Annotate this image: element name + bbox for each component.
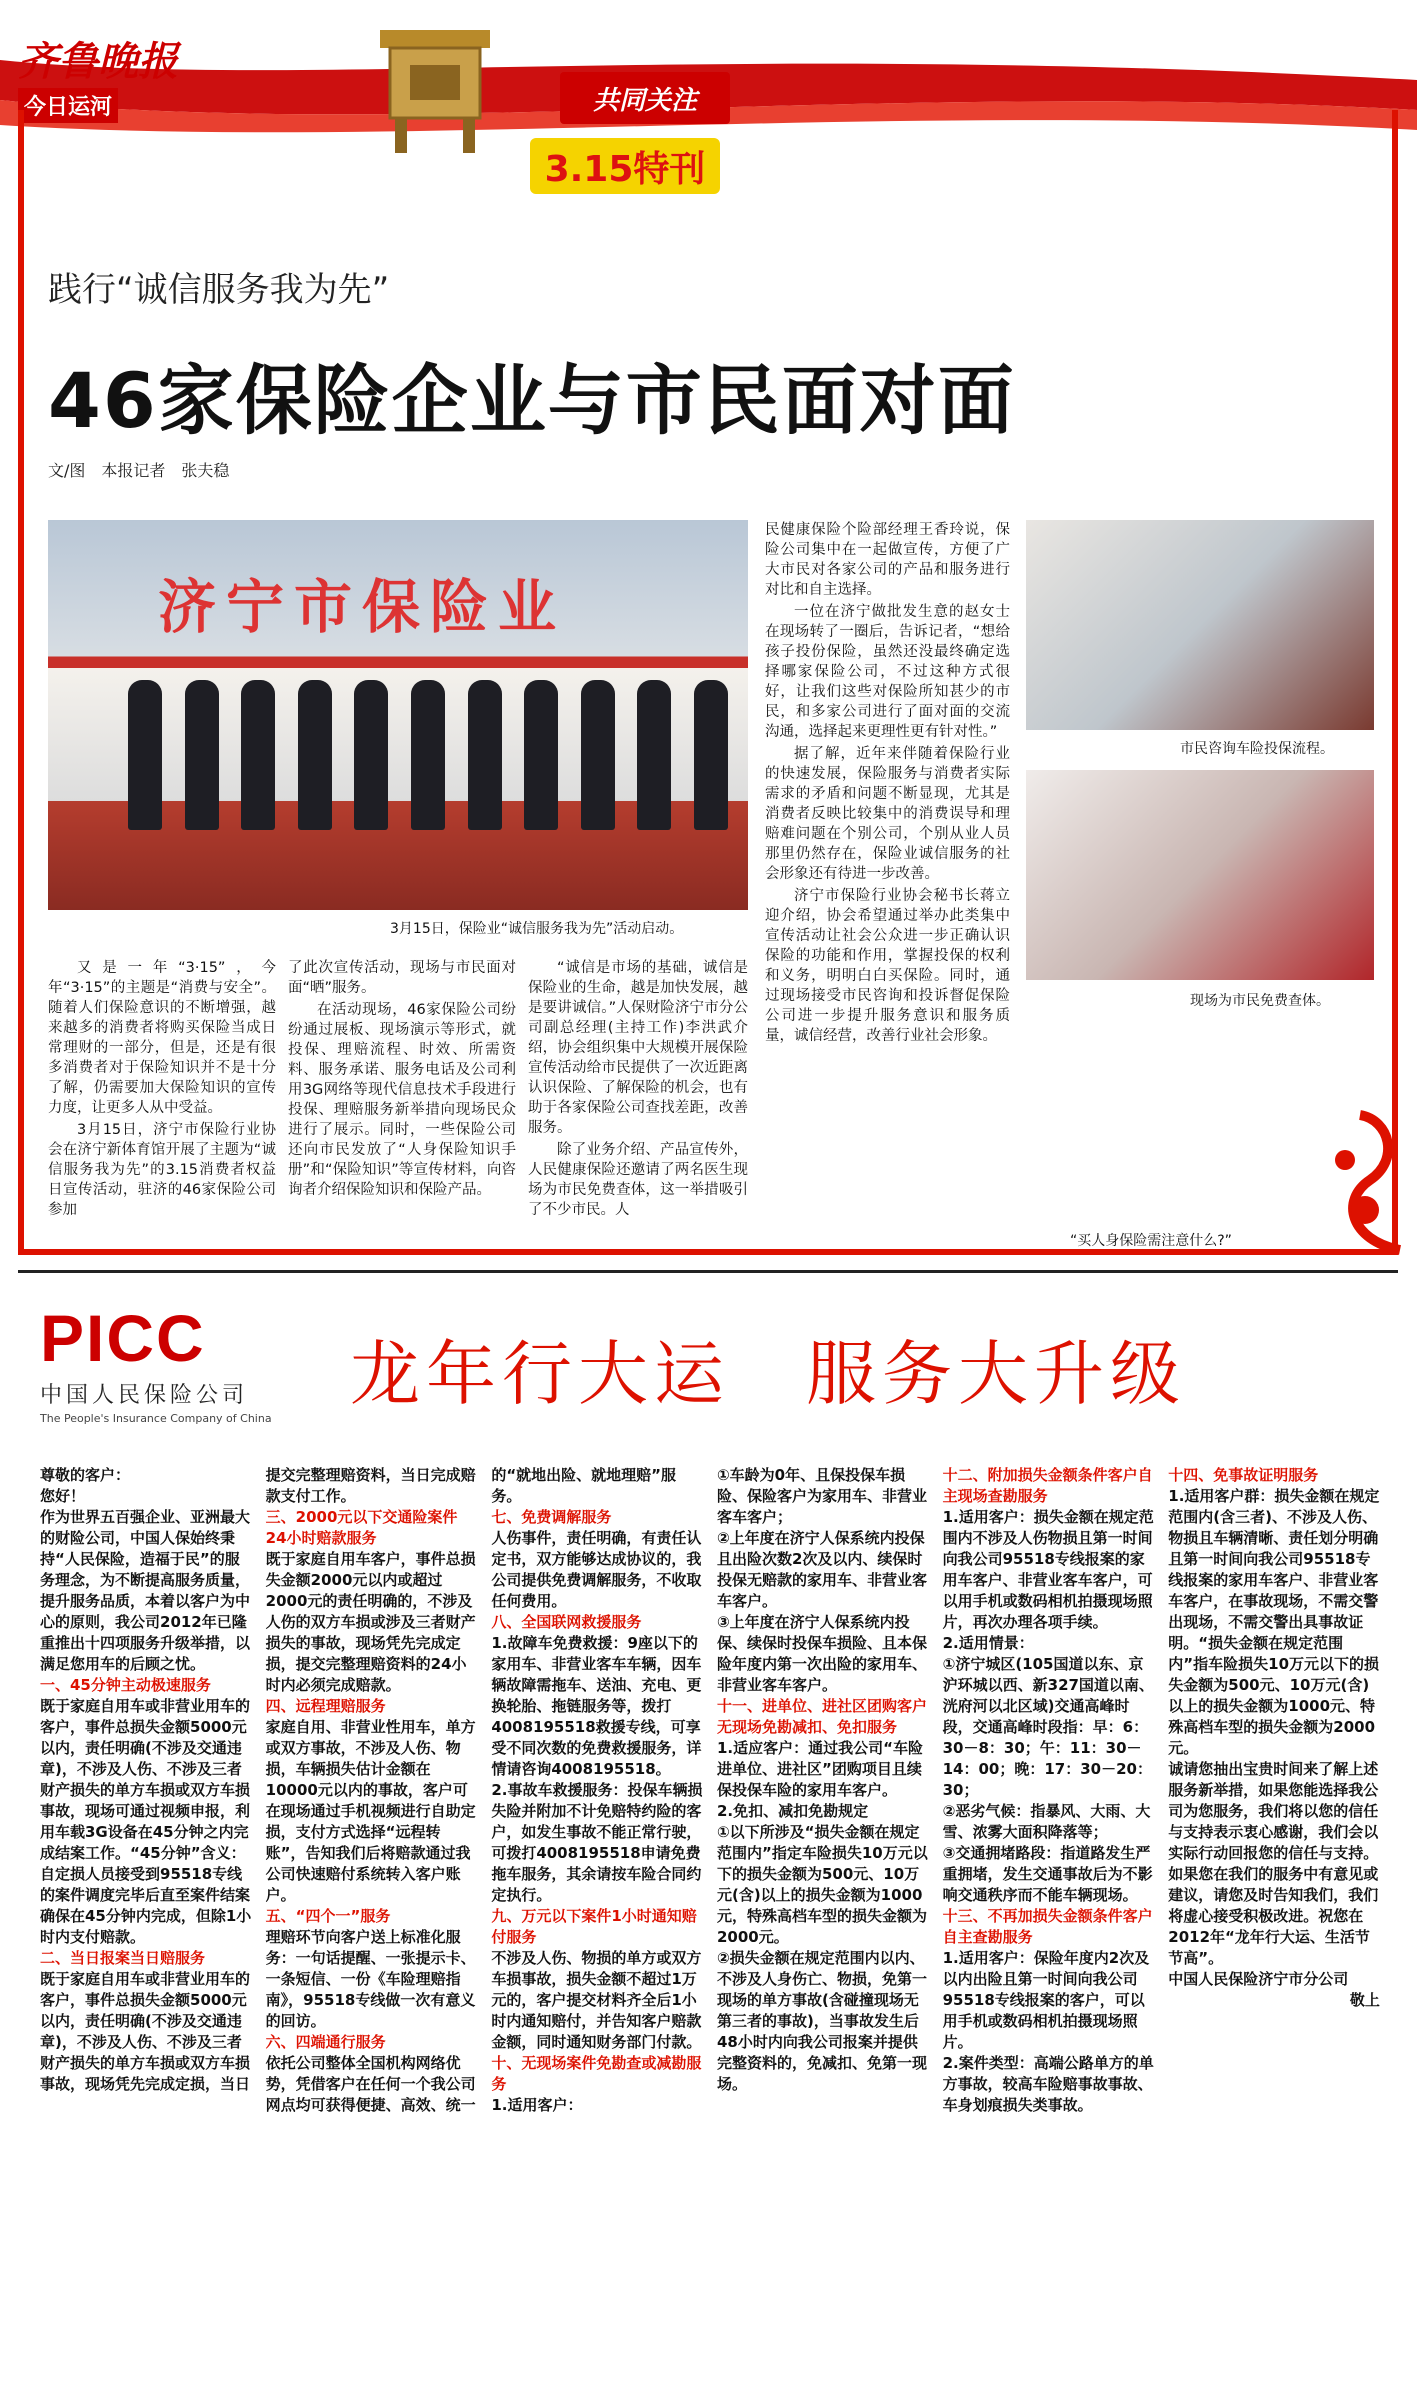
edition-name: 今日运河 — [18, 88, 118, 123]
ad-paragraph: ②损失金额在规定范围内以内、不涉及人身伤亡、物损，免第一现场的单方事故(含碰撞现场无第三者的事故)，当事故发生后48小时内向我公司报案并提供完整资料的，免减扣、免第一现场。 — [716, 1949, 927, 2093]
ad-paragraph: ①以下所涉及“损失金额在规定范围内”指定车险损失10万元以下的损失金额为500元、10万元(含)以上的损失金额为1000元，特殊高档车型的损失金额为2000元。 — [716, 1823, 928, 1946]
paragraph: 3月15日，济宁市保险行业协会在济宁新体育馆开展了主题为“诚信服务我为先”的3.15消费者权益日宣传活动，驻济的46家保险公司参加 — [48, 1122, 276, 1218]
ad-paragraph: ①车龄为0年、且保投保车损险、保险客户为家用车、非营业客车客户； — [716, 1466, 927, 1526]
ad-paragraph: 中国人民保险济宁市分公司 — [1168, 1970, 1349, 1988]
article-headline: 46家保险企业与市民面对面 — [48, 356, 1016, 445]
photo-consultation — [1026, 520, 1374, 730]
pull-quote: “买人身保险需注意什么?” — [1070, 1233, 1232, 1249]
paragraph: 民健康保险个险部经理王香玲说，保险公司集中在一起做宣传，方便了广大市民对各家公司的产品和服务进行对比和自主选择。 — [765, 522, 1010, 598]
ad-section-heading: 七、免费调解服务 — [491, 1508, 612, 1526]
ad-paragraph: 不涉及人伤、物损的单方或双方车损事故，损失金额不超过1万元的，客户提交材料齐全后1小时内通知赔付，并告知客户赔款金额，同时通知财务部门付款。 — [491, 1949, 702, 2051]
ad-paragraph: 1.适用客户群：损失金额在规定范围内(含三者)、不涉及人伤、物损且车辆清晰、责任划分明确且第一时间向我公司95518专线报案的家用车客户、非营业客车客户，在事故现场，不需交警出现场，不需交警出具事故证明。“损失金额在规定范围内”指车险损失10万元以下的损失金额为500元、10万元(含)以上的损失金额为1000元、特殊高档车型的损失金额为2000元。 — [1168, 1487, 1380, 1757]
paragraph: 一位在济宁做批发生意的赵女士在现场转了一圈后，告诉记者，“想给孩子投份保险，虽然还没最终确定选择哪家保险公司，不过这种方式很好，让我们这些对保险所知甚少的市民，和多家公司进行了面对面的交流沟通，选择起来更理性更有针对性。” — [765, 604, 1010, 740]
section-divider — [18, 1270, 1398, 1273]
paragraph: 济宁市保险行业协会秘书长蒋立迎介绍，协会希望通过举办此类集中宣传活动让社会公众进一步正确认识保险的功能和作用，掌握投保的权利和义务，明明白白买保险。同时，通过现场接受市民咨询和投诉督促保险公司进一步提升服务意识和服务质量，诚信经营，改善行业社会形象。 — [765, 888, 1010, 1044]
ad-paragraph: 诚请您抽出宝贵时间来了解上述服务新举措，如果您能选择我公司为您服务，我们将以您的信任与支持表示衷心感谢，我们会以实际行动回报您的信任与支持。如果您在我们的服务中有意见或建议，请您及时告知我们，我们将虚心接受积极改进。祝您在2012年“龙年行大运、生活节节高”。 — [1168, 1760, 1379, 1967]
ad-body — [40, 1465, 1380, 2365]
paragraph: 又是一年“3·15”，今年“3·15”的主题是“消费与安全”。随着人们保险意识的不断增强，越来越多的消费者将购买保险当成日常理财的一部分，但是，还是有很多消费者对于保险知识并不是十分了解，仍需要加大保险知识的宣传力度，让更多人从中受益。 — [48, 960, 276, 1116]
ad-paragraph: 尊敬的客户： — [40, 1466, 131, 1484]
ad-paragraph: 1.适应客户：通过我公司“车险进单位、进社区”团购项目且续保投保车险的家用车客户。 — [716, 1739, 923, 1799]
ad-section-heading: 十二、附加损失金额条件客户自主现场查勘服务 — [942, 1466, 1153, 1505]
ad-paragraph: 2.免扣、减扣免勘规定 — [716, 1802, 869, 1820]
ad-section-heading: 九、万元以下案件1小时通知赔付服务 — [491, 1907, 697, 1946]
ad-paragraph: 既于家庭自用车或非营业用车的客户，事件总损失金额5000元以内，责任明确(不涉及交通违章)，不涉及人伤、不涉及三者财产损失的单方车损或双方车损事故，现场可通过视频申报，利用车载3G设备在45分钟之内完成结案工作。“45分钟”含义：自定损人员接受到95518专线的案件调度完毕后直至案件结案确保在45分钟内完成，但除1小时内支付赔款。 — [40, 1697, 252, 1946]
article-kicker: 践行“诚信服务我为先” — [48, 270, 390, 310]
ad-paragraph: 人伤事件，责任明确，有责任认定书，双方能够达成协议的，我公司提供免费调解服务，不收取任何费用。 — [491, 1529, 702, 1610]
ad-section-heading: 五、“四个一”服务 — [265, 1907, 391, 1925]
paragraph: 了此次宣传活动，现场与市民面对面“晒”服务。 — [288, 960, 516, 996]
photo-banner-text: 济宁市保险业 — [158, 573, 567, 641]
ad-section-heading: 十四、免事故证明服务 — [1168, 1466, 1319, 1484]
masthead: 齐鲁晚报 — [18, 38, 178, 85]
ad-section-heading: 四、远程理赔服务 — [265, 1697, 386, 1715]
photo-ceremony — [48, 520, 748, 910]
ad-paragraph: 2.案件类型：高端公路单方的单方事故，较高车险赔事故事故、车身划痕损失类事故。 — [942, 2054, 1154, 2114]
special-issue-badge: 3.15特刊 — [530, 138, 720, 194]
ad-paragraph: ②上年度在济宁人保系统内投保且出险次数2次及以内、续保时投保无赔款的家用车、非营业客车客户。 — [716, 1529, 927, 1610]
ad-section-heading: 六、四端通行服务 — [265, 2033, 386, 2051]
company-name-en: The People's Insurance Company of China — [40, 1412, 272, 1425]
ad-paragraph: 您好！ — [40, 1487, 86, 1505]
article-column-2 — [288, 958, 516, 1202]
ad-paragraph: 1.适用客户：保险年度内2次及以内出险且第一时间向我公司95518专线报案的客户，可以用手机或数码相机拍摄现场照片。 — [942, 1949, 1150, 2051]
ad-paragraph: 2.适用情景： — [942, 1634, 1034, 1652]
ad-section-heading: 十三、不再加损失金额条件客户自主查勘服务 — [942, 1907, 1153, 1946]
ad-paragraph: 依托公司整体全国机构网络优势，凭借客户在任何一个我公司网点均可获得便捷、高效、统一的“就地出险、就地理赔”服务。 — [265, 1466, 677, 2114]
article-byline: 文/图 本报记者 张夫稳 — [48, 461, 230, 480]
article-column-3 — [528, 958, 748, 1222]
ad-paragraph: 作为世界五百强企业、亚洲最大的财险公司，中国人保始终秉持“人民保险，造福于民”的服务理念，为不断提高服务质量，提升服务品质，本着以客户为中心的原则，我公司2012年已隆重推出十四项服务升级举措，以满足您用车的后顾之忧。 — [40, 1508, 251, 1673]
ad-section-heading: 一、45分钟主动极速服务 — [40, 1676, 211, 1694]
ad-paragraph: 2.事故车救援服务：投保车辆损失险并附加不计免赔特约险的客户，如发生事故不能正常行驶，可拨打4008195518申请免费拖车服务，其余请按车险合同约定执行。 — [491, 1781, 703, 1904]
ad-paragraph: 1.故障车免费救援：9座以下的家用车、非营业客车车辆，因车辆故障需拖车、送油、充电、更换轮胎、拖链服务等，拨打4008195518救援专线，可享受不同次数的免费救援服务，详情请咨询4008195518。 — [491, 1634, 702, 1778]
ad-slogan: 龙年行大运 服务大升级 — [350, 1333, 1186, 1415]
photo-health-check — [1026, 770, 1374, 980]
paragraph: “诚信是市场的基础，诚信是保险业的生命，越是加快发展，越是要讲诚信。”人保财险济宁市分公司副总经理(主持工作)李洪武介绍，协会组织集中大规模开展保险宣传活动给市民提供了一次近距离认识保险、了解保险的机会，也有助于各家保险公司查找差距，改善服务。 — [528, 960, 748, 1136]
article-column-4 — [765, 520, 1010, 1048]
ad-paragraph: 1.适用客户： — [491, 2096, 583, 2114]
ad-section-heading: 十一、进单位、进社区团购客户无现场免勘减扣、免扣服务 — [716, 1697, 927, 1736]
picc-logo: PICC — [40, 1301, 206, 1375]
ad-section-heading: 八、全国联网救援服务 — [491, 1613, 642, 1631]
ad-section-heading: 三、2000元以下交通险案件24小时赔款服务 — [265, 1508, 458, 1547]
paragraph: 除了业务介绍、产品宣传外，人民健康保险还邀请了两名医生现场为市民免费查体，这一举措吸引了不少市民。人 — [528, 1142, 748, 1218]
paragraph: 在活动现场，46家保险公司纷纷通过展板、现场演示等形式，就投保、理赔流程、时效、所需资料、服务承诺、服务电话及公司利用3G网络等现代信息技术手段进行投保、理赔服务新举措向现场民众进行了展示。同时，一些保险公司还向市民发放了“人身保险知识手册”和“保险知识”等宣传材料，向咨询者介绍保险知识和保险产品。 — [288, 1002, 516, 1198]
paper-cut-corner-icon — [1310, 1100, 1410, 1260]
ad-paragraph: ②恶劣气候：指暴风、大雨、大雪、浓雾大面积降落等； — [942, 1802, 1151, 1841]
ad-paragraph: ①济宁城区(105国道以东、京沪环城以西、新327国道以南、洸府河以北区域)交通高峰时段，交通高峰时段指：早：6：30－8：30；午：11：30－14：00；晚：17：30－20：30； — [942, 1655, 1154, 1799]
paragraph: 据了解，近年来伴随着保险行业的快速发展，保险服务与消费者实际需求的矛盾和问题不断显现，尤其是消费者反映比较集中的消费误导和理赔难问题在个别公司，个别从业人员那里仍然存在，保险业诚信服务的社会形象还有待进一步改善。 — [765, 746, 1010, 882]
ad-paragraph: 家庭自用、非营业性用车，单方或双方事故，不涉及人伤、物损，车辆损失估计金额在10000元以内的事故，客户可在现场通过手机视频进行自助定损，支付方式选择“远程转账”，告知我们后将赔款通过我公司快速赔付系统转入客户账户。 — [265, 1718, 476, 1904]
ad-paragraph: ③上年度在济宁人保系统内投保、续保时投保车损险、且本保险年度内第一次出险的家用车、非营业客车客户。 — [716, 1613, 927, 1694]
column-tag: 共同关注 — [560, 72, 730, 124]
ad-paragraph: ③交通拥堵路段：指道路发生严重拥堵，发生交通事故后为不影响交通秩序而不能车辆现场。 — [942, 1844, 1153, 1904]
photo-main-caption: 3月15日，保险业“诚信服务我为先”活动启动。 — [390, 921, 684, 937]
ad-paragraph: 理赔环节向客户送上标准化服务：一句话提醒、一张提示卡、一条短信、一份《车险理赔指南》，95518专线做一次有意义的回访。 — [265, 1928, 476, 2030]
ad-paragraph: 既于家庭自用车或非营业用车的客户，事件总损失金额5000元以内，责任明确(不涉及交通违章)，不涉及人伤、不涉及三者财产损失的单方车损或双方车损事故，现场凭先完成定损，当日提交完整理赔资料，当日完成赔款支付工作。 — [40, 1466, 476, 2093]
photo-r2-caption: 现场为市民免费查体。 — [1190, 993, 1330, 1009]
ad-section-heading: 十、无现场案件免勘查或减勘服务 — [491, 2054, 702, 2093]
ad-section-heading: 二、当日报案当日赔服务 — [40, 1949, 206, 1967]
photo-r1-caption: 市民咨询车险投保流程。 — [1180, 741, 1334, 757]
ad-paragraph: 既于家庭自用车客户，事件总损失金额2000元以内或超过2000元的责任明确的，不涉及人伤的双方车损或涉及三者财产损失的事故，现场凭先完成定损，提交完整理赔资料的24小时内必须完成赔款。 — [265, 1550, 476, 1694]
article-column-1 — [48, 958, 276, 1222]
photo-people — [128, 680, 728, 840]
company-name-cn: 中国人民保险公司 — [40, 1383, 249, 1408]
ad-paragraph: 1.适用客户：损失金额在规定范围内不涉及人伤物损且第一时间向我公司95518专线报案的家用车客户、非营业客车客户，可以用手机或数码相机拍摄现场照片，再次办理各项手续。 — [942, 1508, 1154, 1631]
ad-paragraph: 敬上 — [1349, 1991, 1380, 2009]
